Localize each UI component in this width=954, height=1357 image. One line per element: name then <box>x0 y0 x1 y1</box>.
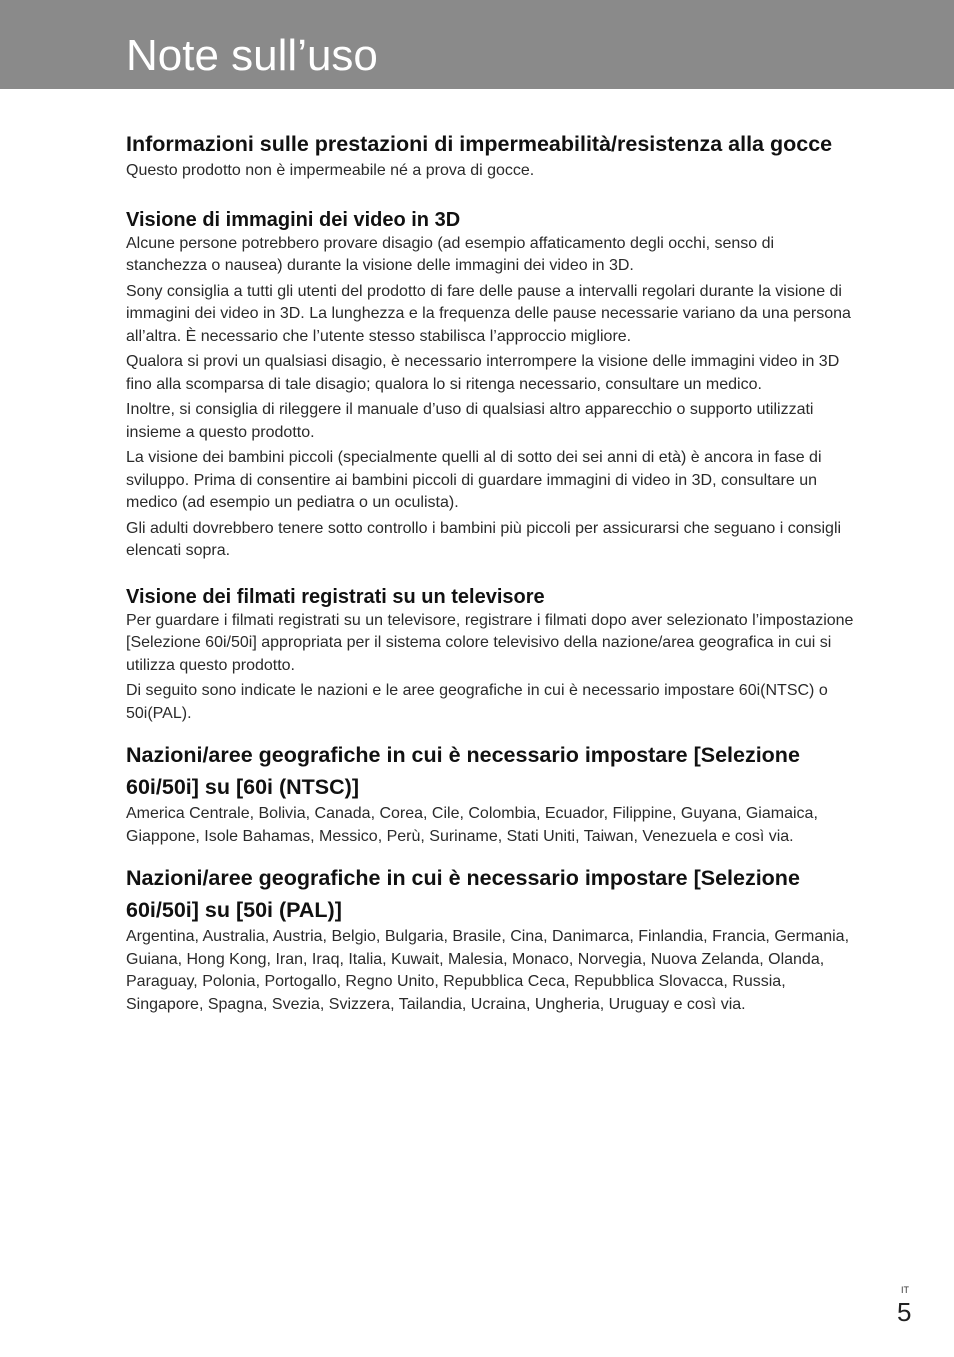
paragraph: La visione dei bambini piccoli (specialmente quelli al di sotto dei sei anni di età) è ancora in fase di sviluppo. Prima di consentire ai bambini piccoli di guardare immagini di video in 3D, consultare un medico (ad esempio un pediatra o un oculista). <box>126 449 822 511</box>
paragraph: America Centrale, Bolivia, Canada, Corea, Cile, Colombia, Ecuador, Filippine, Guyana, Giamaica, Giappone, Isole Bahamas, Messico, Perù, Suriname, Stati Uniti, Taiwan, Venezuela e così via. <box>126 805 818 845</box>
page-language-code: IT <box>901 1285 909 1295</box>
section-ntsc-countries <box>126 739 856 848</box>
section-pal-countries <box>126 862 856 1016</box>
paragraph: Gli adulti dovrebbero tenere sotto controllo i bambini più piccoli per assicurarsi che seguano i consigli elencati sopra. <box>126 519 842 559</box>
section-3d-viewing <box>126 207 856 563</box>
paragraph: Inoltre, si consiglia di rileggere il manuale d’uso di qualsiasi altro apparecchio o supporto utilizzati insieme a questo prodotto. <box>126 401 814 441</box>
paragraph: Di seguito sono indicate le nazioni e le aree geografiche in cui è necessario impostare 60i(NTSC) o 50i(PAL). <box>126 682 828 722</box>
page-number: 5 <box>897 1297 912 1327</box>
section-heading: Informazioni sulle prestazioni di impermeabilità/resistenza alla gocce <box>126 132 833 156</box>
paragraph: Sony consiglia a tutti gli utenti del prodotto di fare delle pause a intervalli regolari durante la visione di immagini dei video in 3D. La lunghezza e la frequenza delle pause necessarie variano da una persona all’altra. È necessario che l’utente stesso stabilisca l’approccio migliore. <box>126 282 851 345</box>
paragraph: Questo prodotto non è impermeabile né a prova di gocce. <box>126 162 535 179</box>
section-heading: Nazioni/aree geografiche in cui è necessario impostare [Selezione 60i/50i] su [50i (PAL)] <box>126 866 800 922</box>
paragraph: Per guardare i filmati registrati su un televisore, registrare i filmati dopo aver selezionato l’impostazione [Selezione 60i/50i] appropriata per il sistema colore televisivo della nazione/area geografica in cui si utilizza questo prodotto. <box>126 611 854 674</box>
page-title: Note sull’uso <box>126 31 378 80</box>
document-body <box>126 128 856 1019</box>
paragraph: Qualora si provi un qualsiasi disagio, è necessario interrompere la visione delle immagini video in 3D fino alla scomparsa di tale disagio; qualora lo si ritenga necessario, consultare un medico. <box>126 353 840 393</box>
paragraph: Alcune persone potrebbero provare disagio (ad esempio affaticamento degli occhi, senso di stanchezza o nausea) durante la visione delle immagini dei video in 3D. <box>126 234 775 274</box>
paragraph: Argentina, Australia, Austria, Belgio, Bulgaria, Brasile, Cina, Danimarca, Finlandia, Francia, Germania, Guiana, Hong Kong, Iran, Iraq, Italia, Kuwait, Malesia, Monaco, Norvegia, Nuova Zelanda, Olanda, Paraguay, Polonia, Portogallo, Regno Unito, Repubblica Ceca, Repubblica Slovacca, Russia, Singapore, Spagna, Svezia, Svizzera, Tailandia, Ucraina, Ungheria, Uruguay e così via. <box>126 928 850 1013</box>
header-bar <box>0 0 954 89</box>
section-heading: Nazioni/aree geografiche in cui è necessario impostare [Selezione 60i/50i] su [60i (NTSC)] <box>126 743 800 799</box>
section-heading: Visione di immagini dei video in 3D <box>126 208 461 231</box>
section-waterproof <box>126 128 856 183</box>
section-tv-viewing <box>126 584 856 726</box>
section-heading: Visione dei filmati registrati su un televisore <box>126 585 545 608</box>
